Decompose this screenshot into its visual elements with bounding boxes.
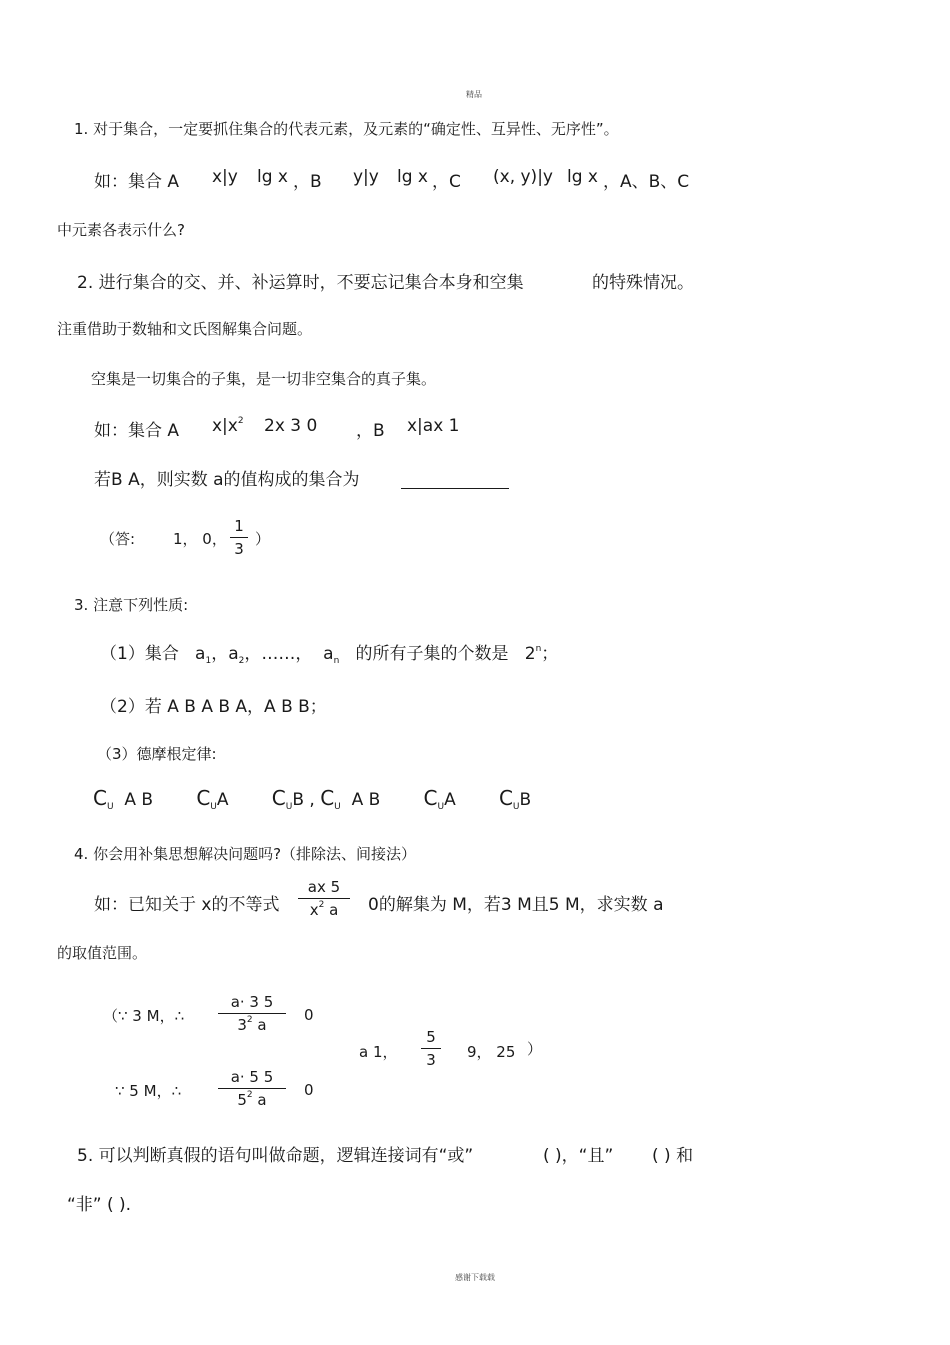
element-dots: ，……， (244, 644, 313, 664)
complement-c-3: C (271, 786, 286, 810)
inequality-denominator-a: a (324, 901, 339, 919)
complement-c-5: C (423, 786, 438, 810)
section-4-title: 4. 你会用补集思想解决问题吗?（排除法、间接法） (74, 845, 417, 863)
element-an: a (323, 644, 334, 664)
element-a1: a (195, 644, 206, 664)
solution-fraction-1-den-sup: 2 (246, 1015, 253, 1025)
section-5-paren-2: ( ) 和 (652, 1146, 694, 1166)
dm-term-4: A B (351, 790, 381, 810)
fraction-bar (421, 1048, 441, 1049)
section-3-title: 3. 注意下列性质: (74, 596, 189, 614)
fraction-bar (230, 537, 248, 538)
page-header: 精品 (466, 90, 482, 99)
solution-fraction-2-den-base: 5 (237, 1091, 247, 1109)
set-b-linear: x|ax 1 (407, 416, 460, 436)
section-2-note: 注重借助于数轴和文氏图解集合问题。 (57, 320, 313, 338)
answer-fraction-num: 1 (234, 517, 244, 535)
inequality-denominator-sup: 2 (318, 900, 325, 910)
solution-line-1-prefix: （∵ 3 M，∴ (103, 1007, 185, 1025)
power-base: 2 (524, 644, 536, 664)
solution-fraction-1-den (218, 1016, 286, 1034)
solution-result-num: 5 (426, 1028, 436, 1046)
inequality-denominator (298, 901, 350, 919)
dm-term-1: A B (124, 790, 154, 810)
answer-close: ） (255, 530, 271, 548)
complement-c-1: C (93, 786, 107, 810)
section-1-example-prefix: 如：集合 A (94, 172, 180, 192)
set-c-def: (x, y)|y (493, 167, 553, 187)
inequality-numerator: ax 5 (307, 878, 341, 896)
element-an-sub: n (333, 656, 340, 666)
solution-fraction-2-num: a· 5 5 (230, 1068, 274, 1086)
dm-term-6: B (519, 790, 532, 810)
section-2-condition: 若B A，则实数 a的值构成的集合为 (94, 470, 360, 490)
solution-result-fraction (421, 1028, 441, 1069)
fraction-bar (218, 1013, 286, 1014)
complement-c-4: C (320, 786, 335, 810)
answer-prefix: （答: (100, 530, 136, 548)
set-b-label-2: ，B (356, 421, 385, 441)
answer-fraction-den: 3 (234, 540, 244, 558)
set-c-label: ，C (432, 172, 461, 192)
complement-u-3: U (285, 802, 293, 812)
property-1 (100, 639, 558, 664)
property-1-prefix: （1）集合 (100, 644, 179, 664)
section-5-line-1: 5. 可以判断真假的语句叫做命题，逻辑连接词有“或” (77, 1146, 474, 1166)
section-5-line-2: “非” ( ). (67, 1195, 132, 1215)
section-4-example-prefix: 如：已知关于 x的不等式 (94, 895, 280, 915)
solution-fraction-1-den-a: a (252, 1016, 267, 1034)
element-a2: ，a (211, 644, 239, 664)
property-2: （2）若 A B A B A，A B B； (100, 697, 327, 717)
complement-c-2: C (196, 786, 211, 810)
section-1-question: 中元素各表示什么? (57, 221, 185, 239)
solution-close: ） (527, 1040, 543, 1058)
complement-u-5: U (437, 802, 445, 812)
solution-fraction-1-den-base: 3 (237, 1016, 247, 1034)
property-1-end: ； (541, 644, 559, 664)
section-1-title: 1. 对于集合，一定要抓住集合的代表元素，及元素的“确定性、互异性、无序性”。 (74, 120, 619, 138)
inequality-fraction (298, 878, 350, 919)
section-1-example-tail: ，A、B、C (603, 172, 690, 192)
set-a-def: x|y (212, 167, 238, 187)
set-a-quadratic-exponent: 2 (237, 416, 244, 426)
complement-u-2: U (210, 802, 217, 812)
fraction-bar (298, 898, 350, 899)
answer-fraction (230, 517, 248, 558)
complement-c-6: C (498, 786, 513, 810)
complement-u-4: U (334, 802, 341, 812)
solution-result-tail: 9， 25 (467, 1043, 516, 1061)
dm-term-2: A (216, 790, 229, 810)
solution-fraction-1 (218, 993, 286, 1034)
section-5-paren-1: ( )，“且” (543, 1146, 614, 1166)
de-morgan-law (93, 786, 531, 810)
element-a1-sub: 1 (205, 656, 212, 666)
set-b-lg: lg x (397, 167, 428, 187)
power-exponent: n (535, 644, 542, 654)
solution-fraction-1-num: a· 3 5 (230, 993, 274, 1011)
solution-fraction-2-den-a: a (252, 1091, 267, 1109)
dm-term-3: B , (292, 790, 315, 810)
section-2-example-prefix: 如：集合 A (94, 421, 180, 441)
section-4-example-tail: 的取值范围。 (57, 944, 148, 962)
property-1-text: 的所有子集的个数是 (355, 644, 509, 664)
solution-fraction-2-den (218, 1091, 286, 1109)
set-a-quadratic-rest: 2x 3 0 (264, 416, 318, 436)
solution-result-den: 3 (426, 1051, 436, 1069)
solution-result-a: a 1， (359, 1043, 398, 1061)
element-a2-sub: 2 (238, 656, 245, 666)
set-c-lg: lg x (567, 167, 598, 187)
solution-line-1-zero: 0 (304, 1006, 314, 1024)
inequality-denominator-x: x (309, 901, 319, 919)
answer-values: 1， 0， (173, 530, 227, 548)
section-4-example-mid: 0的解集为 M，若3 M且5 M，求实数 a (368, 895, 664, 915)
dm-term-5: A (444, 790, 456, 810)
section-2-title-tail: 的特殊情况。 (592, 273, 694, 293)
set-b-def: y|y (353, 167, 379, 187)
fraction-bar (218, 1088, 286, 1089)
answer-blank (401, 488, 509, 489)
page-footer: 感谢下载载 (455, 1273, 495, 1282)
solution-line-2-prefix: ∵ 5 M，∴ (115, 1082, 182, 1100)
set-b-label: ，B (293, 172, 322, 192)
set-a-lg: lg x (257, 167, 288, 187)
set-a-quadratic-base: x|x (212, 416, 238, 436)
solution-fraction-2-den-sup: 2 (246, 1090, 253, 1100)
property-3: （3）德摩根定律: (97, 745, 217, 763)
solution-line-2-zero: 0 (304, 1081, 314, 1099)
section-2-empty-set: 空集是一切集合的子集，是一切非空集合的真子集。 (91, 370, 437, 388)
complement-u-1: U (106, 802, 114, 812)
complement-u-6: U (512, 802, 520, 812)
set-a-quadratic (212, 416, 244, 436)
solution-fraction-2 (218, 1068, 286, 1109)
section-2-title: 2. 进行集合的交、并、补运算时，不要忘记集合本身和空集 (77, 273, 524, 293)
